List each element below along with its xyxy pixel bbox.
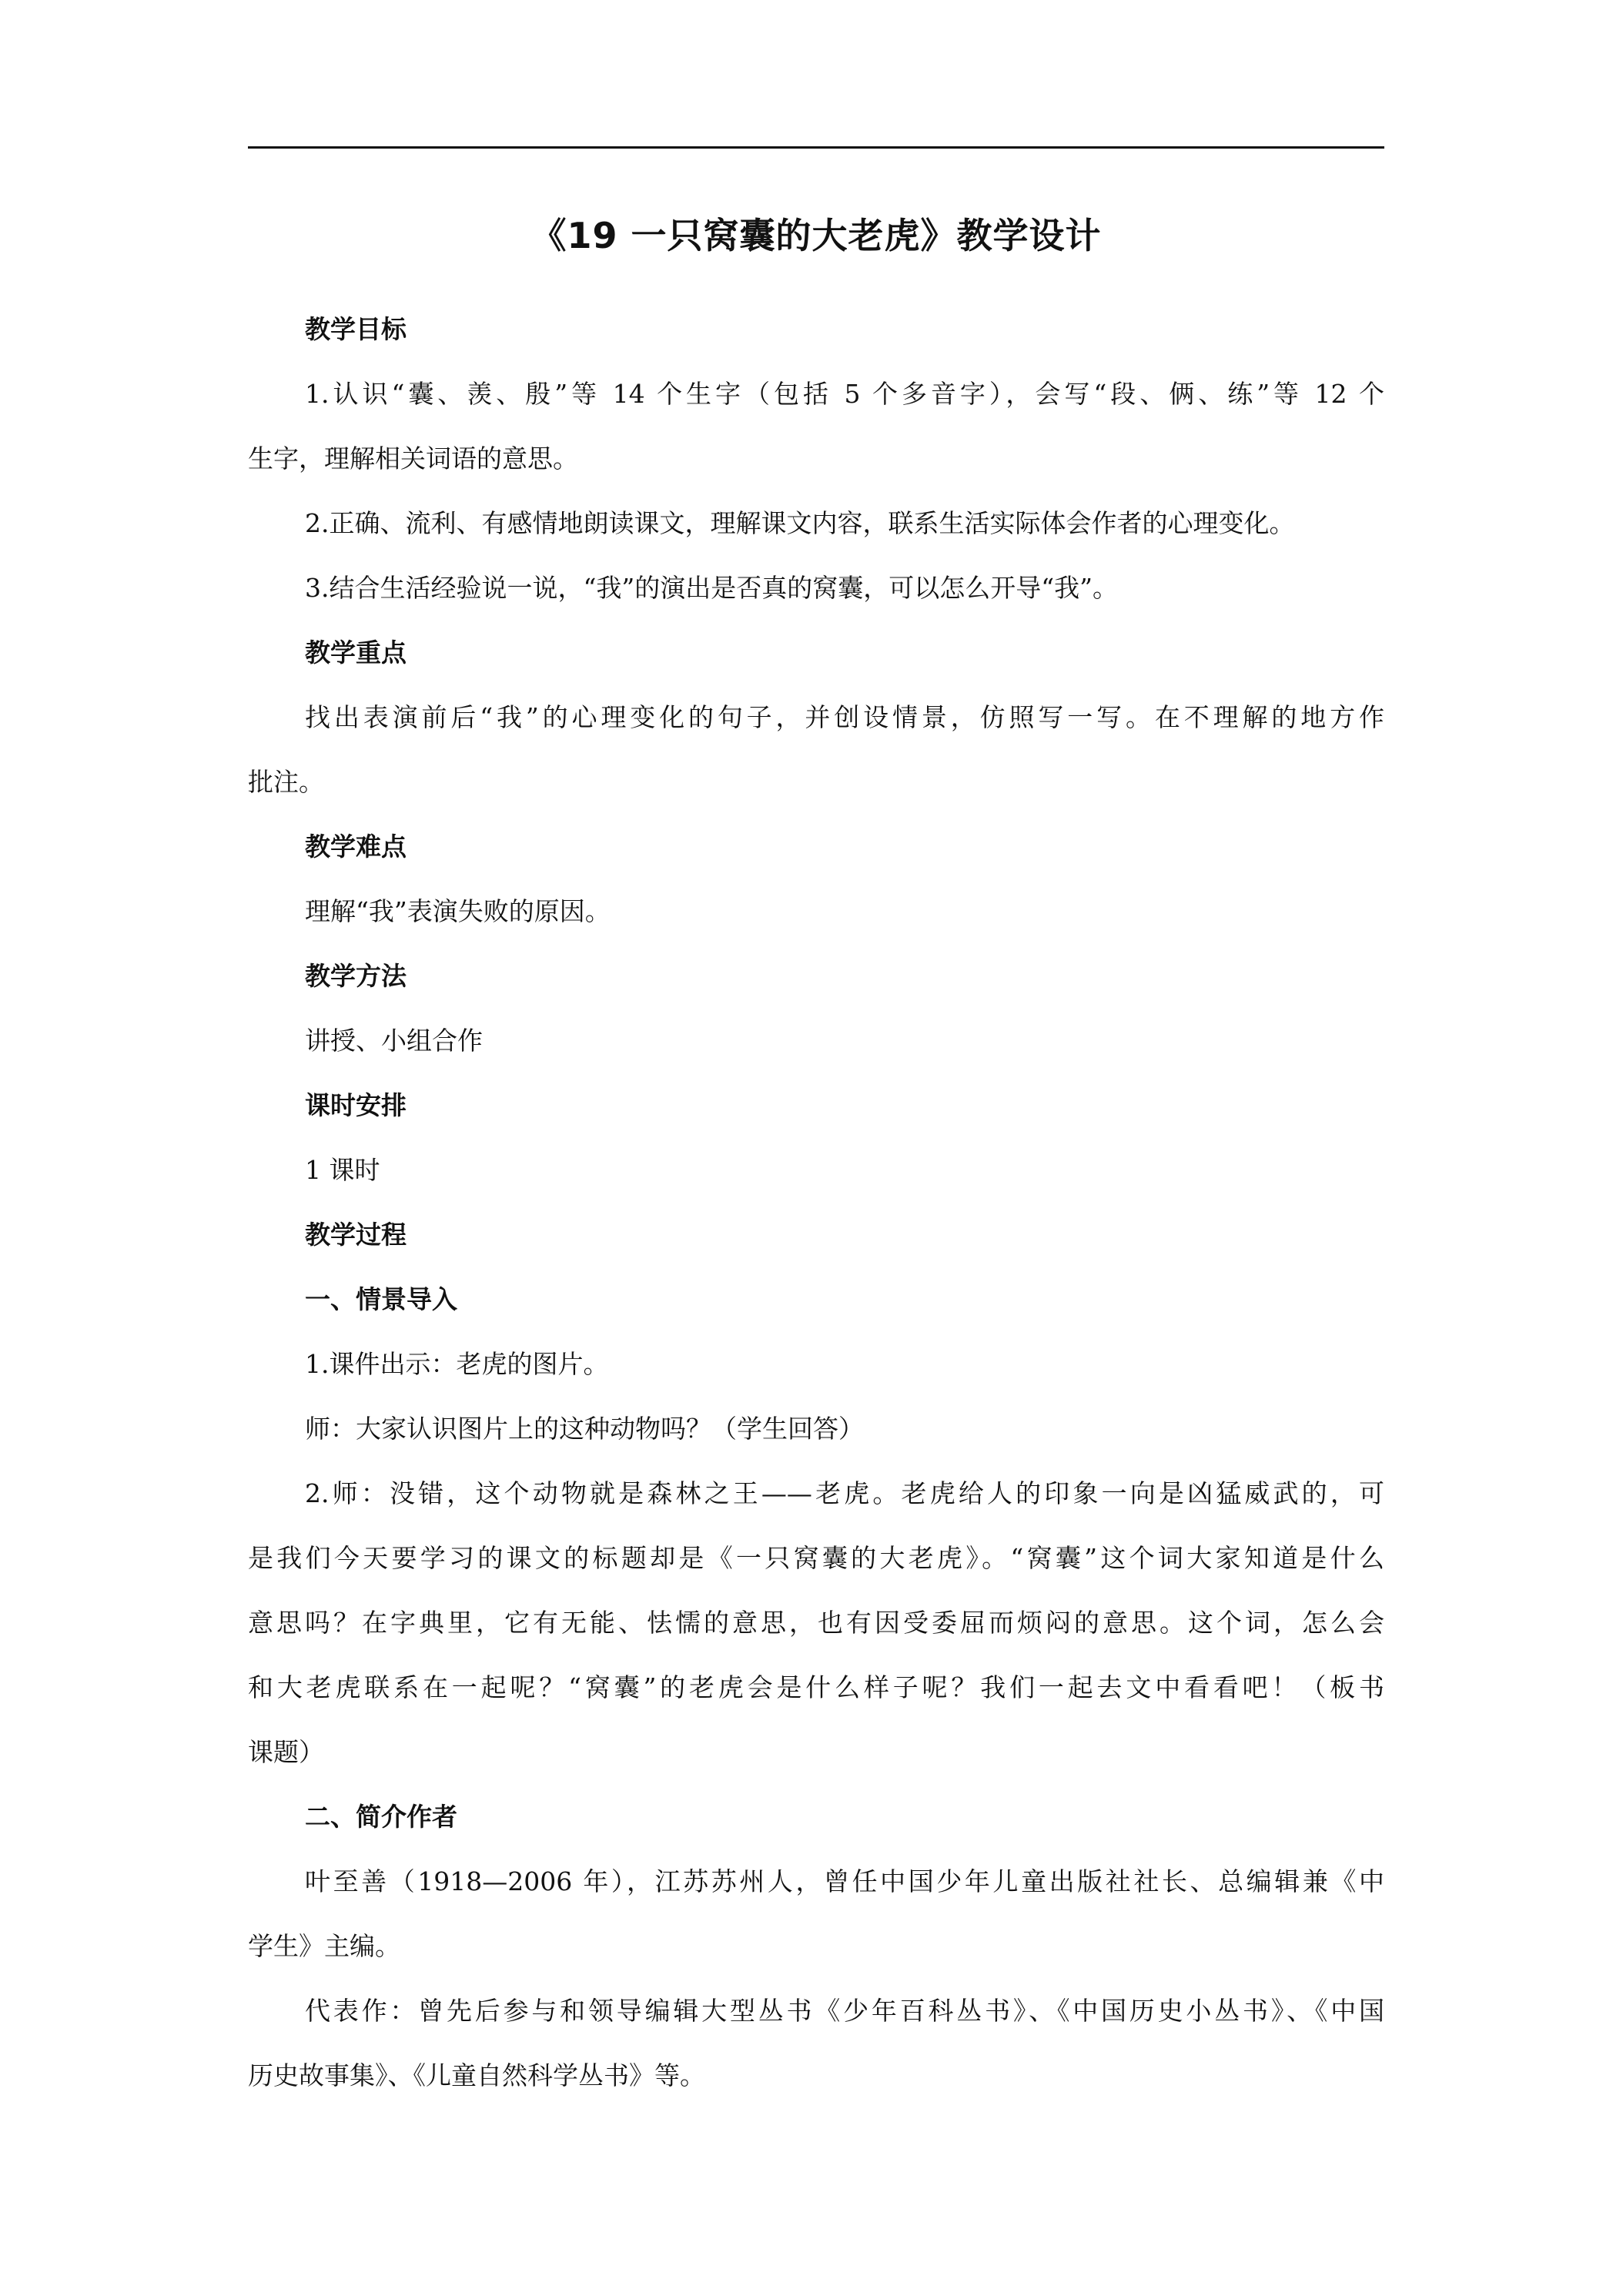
paragraph-line: 叶至善（1918—2006 年），江苏苏州人，曾任中国少年儿童出版社社长、总编辑兼《中: [305, 1866, 1384, 1896]
paragraph-line: 和大老虎联系在一起呢？“窝囊”的老虎会是什么样子呢？我们一起去文中看看吧！（板书: [248, 1672, 1384, 1702]
document-body: [248, 297, 1384, 2108]
section-heading: 教学方法: [305, 961, 407, 991]
section-heading: 教学难点: [305, 832, 407, 862]
document-title: 《19 一只窝囊的大老虎》教学设计: [530, 215, 1102, 256]
section-heading: 教学重点: [305, 638, 407, 668]
paragraph-line: 代表作：曾先后参与和领导编辑大型丛书《少年百科丛书》、《中国历史小丛书》、《中国: [305, 1996, 1384, 2026]
paragraph-line: 是我们今天要学习的课文的标题却是《一只窝囊的大老虎》。“窝囊”这个词大家知道是什么: [248, 1543, 1384, 1573]
paragraph-line: 讲授、小组合作: [305, 1026, 483, 1056]
section-heading: 课时安排: [305, 1090, 407, 1120]
paragraph-line: 找出表演前后“我”的心理变化的句子，并创设情景，仿照写一写。在不理解的地方作: [305, 702, 1384, 732]
paragraph-line: 1.认识“囊、羡、殷”等 14 个生字（包括 5 个多音字），会写“段、俩、练”等 12 个: [305, 379, 1384, 409]
paragraph-line: 2.正确、流利、有感情地朗读课文，理解课文内容，联系生活实际体会作者的心理变化。: [305, 508, 1295, 538]
paragraph-line: 意思吗？在字典里，它有无能、怯懦的意思，也有因受委屈而烦闷的意思。这个词，怎么会: [248, 1608, 1384, 1638]
paragraph-line: 3.结合生活经验说一说，“我”的演出是否真的窝囊，可以怎么开导“我”。: [305, 573, 1118, 603]
section-heading: 教学过程: [305, 1220, 407, 1250]
paragraph-line: 课题）: [248, 1737, 324, 1767]
paragraph-line: 2.师：没错，这个动物就是森林之王——老虎。老虎给人的印象一向是凶猛威武的，可: [305, 1478, 1384, 1508]
paragraph-line: 学生》主编。: [248, 1931, 400, 1961]
paragraph-line: 理解“我”表演失败的原因。: [305, 896, 611, 926]
paragraph-line: 师：大家认识图片上的这种动物吗？（学生回答）: [305, 1414, 864, 1444]
paragraph-line: 生字，理解相关词语的意思。: [248, 443, 578, 474]
section-heading: 教学目标: [305, 314, 407, 344]
section-heading: 一、情景导入: [305, 1284, 457, 1314]
header-rule: [248, 146, 1384, 149]
paragraph-line: 1 课时: [305, 1155, 380, 1185]
paragraph-line: 历史故事集》、《儿童自然科学丛书》等。: [248, 2060, 705, 2090]
paragraph-line: 批注。: [248, 767, 324, 797]
paragraph-line: 1.课件出示：老虎的图片。: [305, 1349, 609, 1379]
section-heading: 二、简介作者: [305, 1802, 457, 1832]
